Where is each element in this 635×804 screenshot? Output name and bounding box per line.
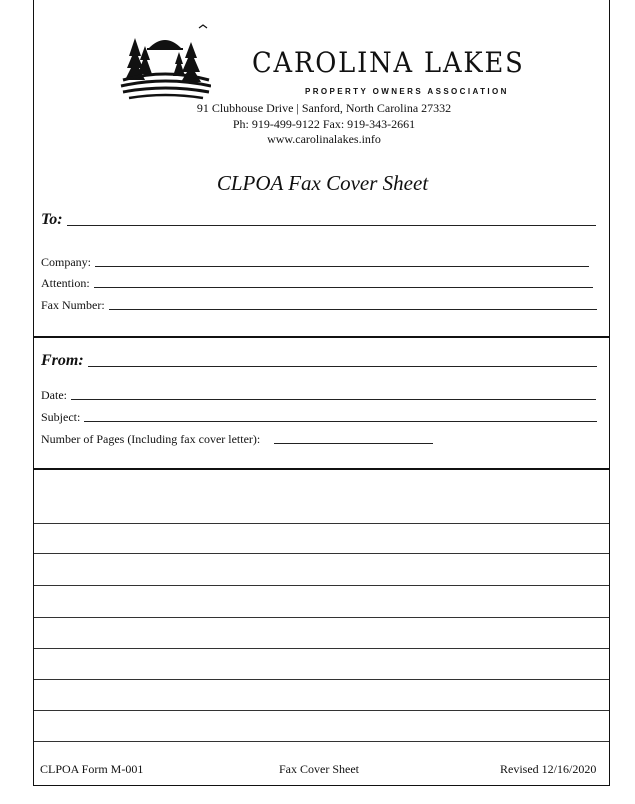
address-line: 91 Clubhouse Drive | Sanford, North Carolina 27332 [196,101,452,115]
message-line[interactable] [34,617,609,618]
pages-line[interactable] [274,442,433,444]
footer-revised: Revised 12/16/2020 [500,762,597,776]
message-line[interactable] [34,679,609,680]
brand-subtitle: PROPERTY OWNERS ASSOCIATION [305,87,509,96]
message-line[interactable] [34,648,609,649]
from-label: From: [41,352,84,369]
date-line[interactable] [71,398,596,400]
page-title: CLPOA Fax Cover Sheet [216,171,429,195]
company-label: Company: [41,255,91,269]
attention-field [41,276,593,291]
from-line[interactable] [88,365,597,367]
lake-trees-logo [119,22,211,100]
fax-number-line[interactable] [109,308,597,310]
to-field [41,211,596,229]
subject-label: Subject: [41,410,81,424]
phone-fax-line: Ph: 919-499-9122 Fax: 919-343-2661 [232,117,416,131]
fax-number-label: Fax Number: [41,298,105,312]
to-line[interactable] [67,224,596,226]
footer-title: Fax Cover Sheet [279,762,359,776]
message-line[interactable] [34,523,609,524]
fax-cover-page [33,0,610,786]
attention-label: Attention: [41,276,90,290]
section-divider [34,468,609,470]
pages-field [41,432,433,447]
message-line[interactable] [34,741,609,742]
company-field [41,255,589,270]
fax-number-field [41,298,597,313]
message-line[interactable] [34,553,609,554]
message-line[interactable] [34,710,609,711]
to-label: To: [41,211,63,228]
subject-line[interactable] [84,420,597,422]
section-divider [34,336,609,338]
message-line[interactable] [34,585,609,586]
date-field [41,388,596,403]
subject-field [41,410,597,425]
website-line: www.carolinalakes.info [267,132,381,146]
company-line[interactable] [95,265,589,267]
footer-form-id: CLPOA Form M-001 [40,762,144,776]
attention-line[interactable] [94,286,593,288]
pages-label: Number of Pages (Including fax cover letter): [41,432,261,446]
from-field [41,352,597,370]
date-label: Date: [41,388,67,402]
brand-name: CAROLINA LAKES [252,46,525,79]
